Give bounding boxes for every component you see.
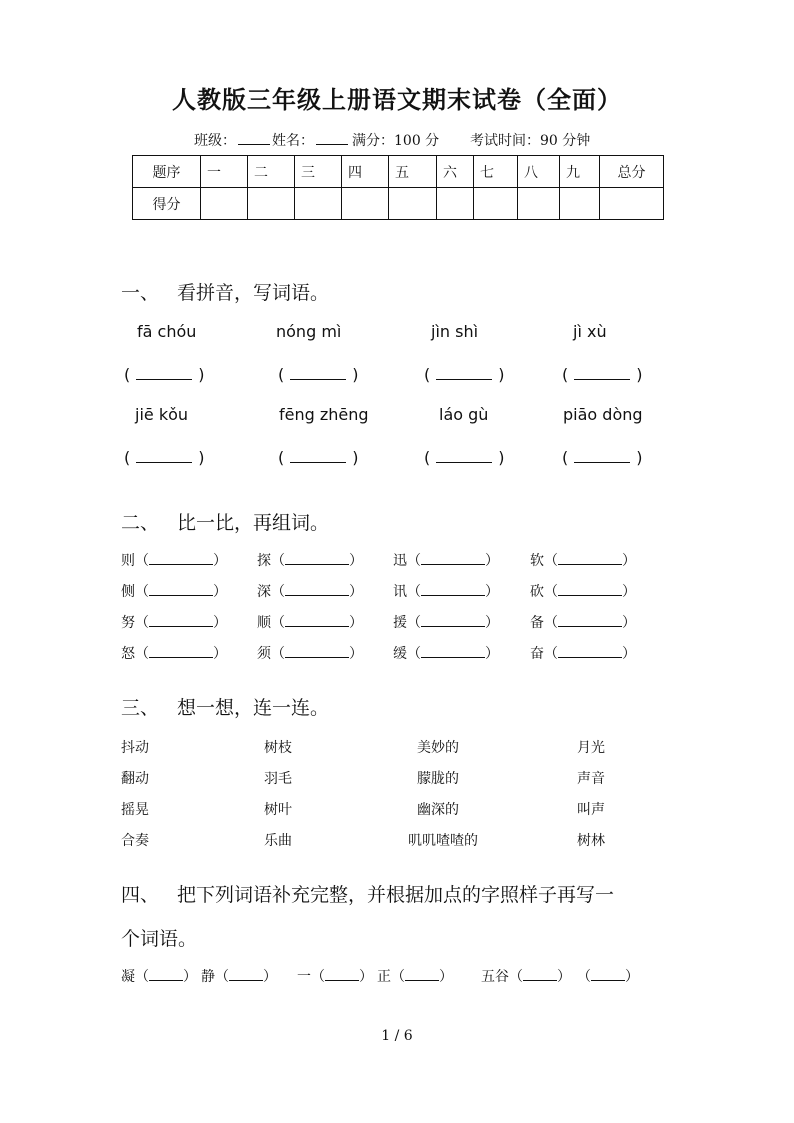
- match-word[interactable]: 合奏: [121, 833, 149, 849]
- char-blank[interactable]: [229, 968, 263, 981]
- exam-time: 考试时间：90 分钟: [470, 133, 591, 149]
- match-word[interactable]: 树枝: [264, 740, 292, 756]
- word-blank[interactable]: [149, 583, 213, 596]
- match-word[interactable]: 月光: [577, 740, 605, 756]
- word-blank[interactable]: [421, 583, 485, 596]
- word-blank[interactable]: [285, 552, 349, 565]
- pinyin: fā chóu: [137, 322, 197, 341]
- class-blank[interactable]: [238, 132, 270, 145]
- compare-item: 讯（ ）: [393, 584, 499, 600]
- pinyin: nóng mì: [276, 322, 342, 341]
- idiom-fill: 五谷（ ）: [481, 969, 571, 985]
- score-cell[interactable]: [518, 188, 560, 220]
- score-cell[interactable]: [342, 188, 389, 220]
- score-cell[interactable]: [295, 188, 342, 220]
- score-cell[interactable]: [474, 188, 518, 220]
- score-cell[interactable]: [201, 188, 248, 220]
- compare-item: 砍（ ）: [530, 584, 636, 600]
- score-cell[interactable]: [248, 188, 295, 220]
- char-blank[interactable]: [405, 968, 439, 981]
- pinyin: jì xù: [573, 322, 607, 341]
- class-label: 班级：: [194, 130, 272, 150]
- compare-item: 奋（ ）: [530, 646, 636, 662]
- table-header-cell: 总分: [600, 156, 664, 188]
- name-blank[interactable]: [316, 132, 348, 145]
- match-word[interactable]: 抖动: [121, 740, 149, 756]
- word-blank[interactable]: [149, 645, 213, 658]
- table-header-cell: 八: [518, 156, 560, 188]
- compare-item: 怒（ ）: [121, 646, 227, 662]
- compare-item: 则（ ）: [121, 553, 227, 569]
- section3-heading: 三、 想一想，连一连。: [121, 697, 330, 719]
- match-word[interactable]: 朦胧的: [417, 771, 459, 787]
- idiom-fill: 一（ ）: [297, 969, 373, 985]
- score-table-header-row: [133, 156, 664, 188]
- pinyin: fēng zhēng: [279, 405, 369, 424]
- answer-blank[interactable]: ( ): [424, 365, 505, 384]
- match-word[interactable]: 羽毛: [264, 771, 292, 787]
- table-header-cell: 四: [342, 156, 389, 188]
- word-blank[interactable]: [149, 552, 213, 565]
- match-word[interactable]: 摇晃: [121, 802, 149, 818]
- page-title: 人教版三年级上册语文期末试卷（全面）: [172, 85, 622, 114]
- compare-item: 须（ ）: [257, 646, 363, 662]
- idiom-fill: （ ）: [577, 969, 639, 985]
- table-header-cell: 九: [560, 156, 600, 188]
- char-blank[interactable]: [523, 968, 557, 981]
- word-blank[interactable]: [421, 645, 485, 658]
- answer-blank[interactable]: ( ): [424, 448, 505, 467]
- answer-blank[interactable]: ( ): [562, 365, 643, 384]
- char-blank[interactable]: [149, 968, 183, 981]
- section4-heading-line2: 个词语。: [121, 928, 198, 950]
- answer-blank[interactable]: ( ): [124, 365, 205, 384]
- pinyin: jiē kǒu: [135, 405, 189, 424]
- match-word[interactable]: 叫声: [577, 802, 605, 818]
- idiom-fill: 凝（ ）: [121, 969, 197, 985]
- score-table: [132, 155, 664, 220]
- compare-item: 探（ ）: [257, 553, 363, 569]
- score-row-label: 得分: [133, 188, 201, 220]
- compare-item: 备（ ）: [530, 615, 636, 631]
- match-word[interactable]: 幽深的: [417, 802, 459, 818]
- compare-item: 迅（ ）: [393, 553, 499, 569]
- score-table-score-row: [133, 188, 664, 220]
- name-label: 姓名：: [272, 130, 350, 150]
- page-number: 1 / 6: [381, 1028, 413, 1044]
- word-blank[interactable]: [285, 614, 349, 627]
- table-header-cell: 六: [437, 156, 474, 188]
- compare-item: 努（ ）: [121, 615, 227, 631]
- idiom-fill: 静（ ）: [201, 969, 277, 985]
- word-blank[interactable]: [421, 614, 485, 627]
- match-word[interactable]: 声音: [577, 771, 605, 787]
- pinyin: láo gù: [439, 405, 489, 424]
- section4-heading: 四、 把下列词语补充完整，并根据加点的字照样子再写一: [121, 884, 615, 906]
- match-word[interactable]: 叽叽喳喳的: [408, 833, 478, 849]
- char-blank[interactable]: [325, 968, 359, 981]
- compare-item: 顺（ ）: [257, 615, 363, 631]
- pinyin: piāo dòng: [563, 405, 643, 424]
- score-cell[interactable]: [600, 188, 664, 220]
- idiom-fill: 正（ ）: [377, 969, 453, 985]
- score-cell[interactable]: [560, 188, 600, 220]
- word-blank[interactable]: [558, 614, 622, 627]
- word-blank[interactable]: [421, 552, 485, 565]
- match-word[interactable]: 乐曲: [264, 833, 292, 849]
- match-word[interactable]: 翻动: [121, 771, 149, 787]
- word-blank[interactable]: [149, 614, 213, 627]
- word-blank[interactable]: [558, 583, 622, 596]
- score-cell[interactable]: [389, 188, 437, 220]
- answer-blank[interactable]: ( ): [124, 448, 205, 467]
- section2-heading: 二、 比一比，再组词。: [121, 512, 330, 534]
- full-score: 满分：100 分: [352, 133, 440, 149]
- compare-item: 缓（ ）: [393, 646, 499, 662]
- table-header-cell: 七: [474, 156, 518, 188]
- table-header-cell: 五: [389, 156, 437, 188]
- match-word[interactable]: 树叶: [264, 802, 292, 818]
- match-word[interactable]: 树林: [577, 833, 605, 849]
- answer-blank[interactable]: ( ): [278, 365, 359, 384]
- compare-item: 援（ ）: [393, 615, 499, 631]
- table-header-cell: 一: [201, 156, 248, 188]
- table-header-cell: 三: [295, 156, 342, 188]
- score-cell[interactable]: [437, 188, 474, 220]
- pinyin: jìn shì: [431, 322, 479, 341]
- answer-blank[interactable]: ( ): [562, 448, 643, 467]
- word-blank[interactable]: [285, 645, 349, 658]
- compare-item: 侧（ ）: [121, 584, 227, 600]
- table-header-cell: 二: [248, 156, 295, 188]
- word-blank[interactable]: [285, 583, 349, 596]
- match-word[interactable]: 美妙的: [417, 740, 459, 756]
- word-blank[interactable]: [558, 552, 622, 565]
- section1-heading: 一、 看拼音，写词语。: [121, 282, 330, 304]
- table-header-cell: 题序: [133, 156, 201, 188]
- compare-item: 软（ ）: [530, 553, 636, 569]
- compare-item: 深（ ）: [257, 584, 363, 600]
- answer-blank[interactable]: ( ): [278, 448, 359, 467]
- word-blank[interactable]: [558, 645, 622, 658]
- char-blank[interactable]: [591, 968, 625, 981]
